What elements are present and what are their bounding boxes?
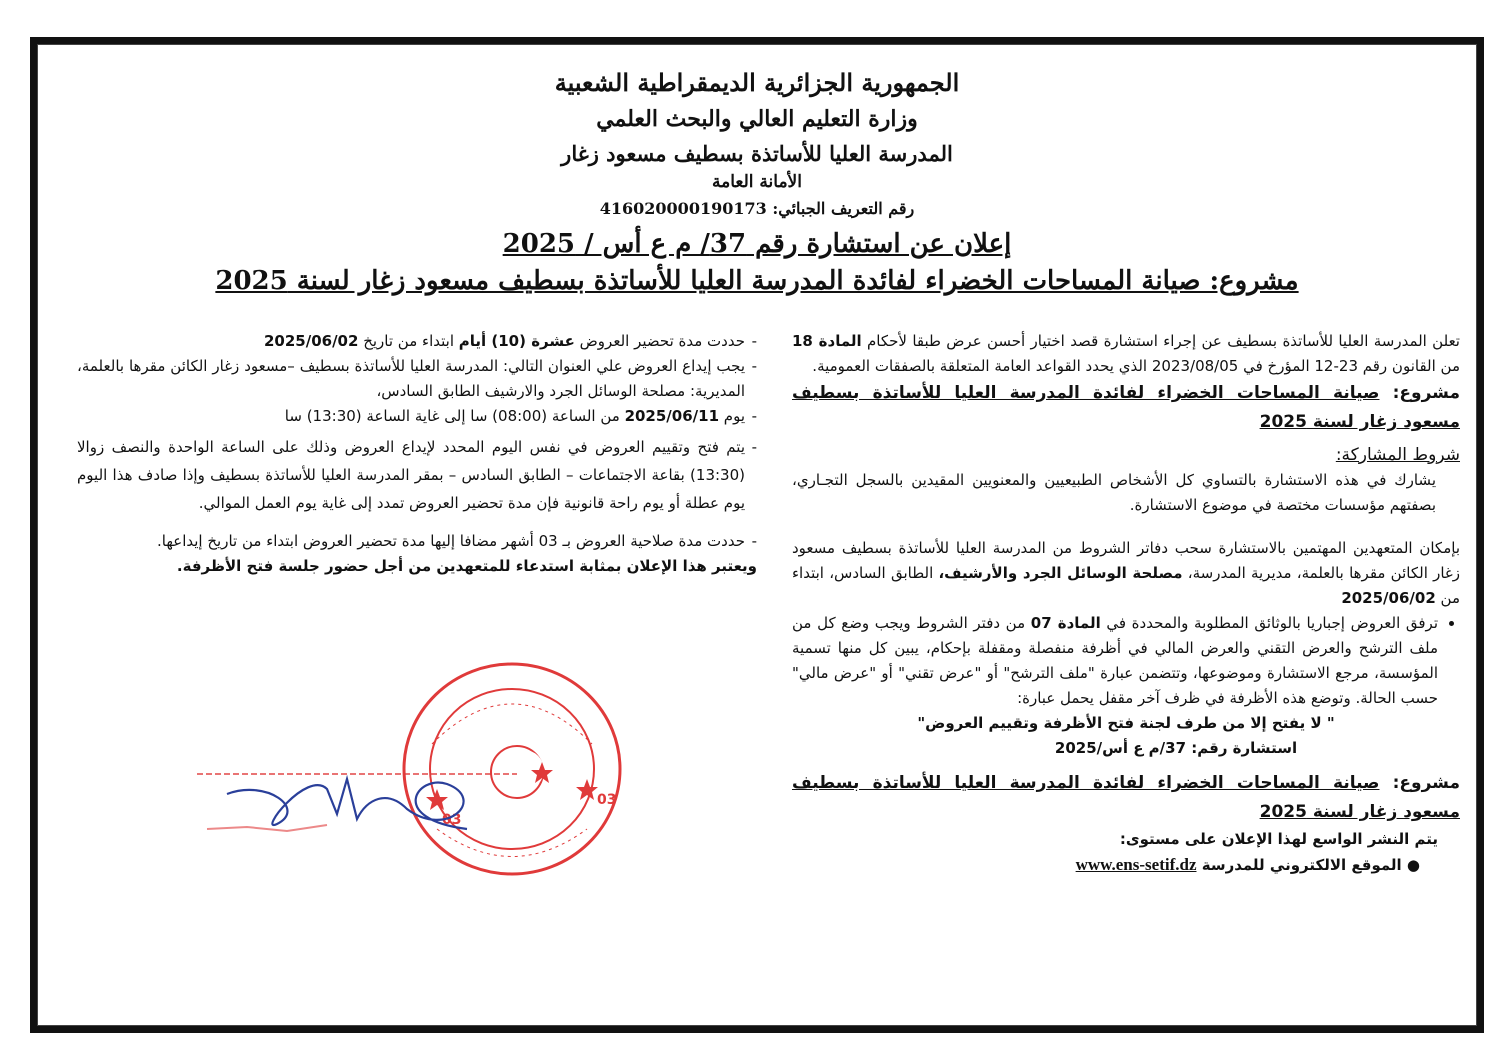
intro-paragraph [792, 329, 1460, 379]
publish-item: ● الموقع الالكتروني للمدرسة www.ens-setif.dz [1075, 855, 1420, 874]
withdraw-date: 2025/06/02 [1341, 589, 1436, 607]
summons-note: ويعتبر هذا الإعلان بمثابة استدعاء للمتعهدين من أجل حضور جلسة فتح الأظرفة. [176, 557, 757, 575]
deposit-day-text: يوم [719, 407, 745, 425]
requirement-article: المادة 07 [1030, 614, 1101, 632]
website-link[interactable]: www.ens-setif.dz [1075, 855, 1197, 874]
prep-date: 2025/06/02 [263, 332, 359, 350]
conditions-title-text: شروط المشاركة: [1335, 445, 1460, 465]
withdraw-paragraph [792, 536, 1460, 611]
requirement-text-2: من دفتر الشروط ويجب وضع كل من ملف الترشح والعرض التقني والعرض المالي في أظرفة منفصلة ومقفلة بإحكام، يبين كل منها تسمية المؤسسة، مرجع الاستشارة وموضوعها، وتتضمن عبارة "ملف الترشح" أو "عرض تقني" أو "عرض مالي" حسب الحالة. وتوضع هذه الأظرفة في ظرف آخر مقفل يحمل عبارة: [792, 614, 1438, 707]
requirements-list [792, 611, 1460, 711]
republic-heading: الجمهورية الجزائرية الديمقراطية الشعبية [554, 68, 960, 97]
prep-text: حددت مدة تحضير العروض [574, 332, 745, 350]
withdraw-text-2: الطابق السادس، ابتداء من [792, 564, 1460, 607]
conditions-text: يشارك في هذه الاستشارة بالتساوي كل الأشخاص الطبيعيين والمعنويين المقيدين بالسجل التجـاري، بصفتهم مؤسسات مختصة في موضوع الاستشارة. [792, 471, 1436, 514]
deposit-address: - يجب إيداع العروض علي العنوان التالي: المدرسة العليا للأساتذة بسطيف –مسعود زغار الكائن مقرها بالعلمة، المديرية: مصلحة الوسائل الجرد والارشيف الطابق السادس، [77, 354, 757, 404]
intro-text: تعلن المدرسة العليا للأساتذة بسطيف عن إجراء استشارة قصد اختيار أحسن عرض طبقا لأحكام [861, 332, 1460, 350]
project-label-2: مشروع: [1379, 773, 1461, 793]
validity-period: - حددت مدة صلاحية العروض بـ 03 أشهر مضافا إليها مدة تحضير العروض ابتداء من تاريخ إيداعها. [77, 529, 757, 554]
project-line-2 [792, 769, 1460, 827]
signature [187, 739, 537, 859]
right-column [792, 329, 1460, 878]
intro-text-end: من القانون رقم 23-12 المؤرخ في 2023/08/05 الذي يحدد القواعد العامة المتعلقة بالصفقات العمومية. [812, 357, 1460, 375]
publish-item-text: الموقع الالكتروني للمدرسة [1196, 856, 1402, 874]
intro-article: المادة 18 [792, 332, 862, 350]
envelope-note: " لا يفتح إلا من طرف لجنة فتح الأظرفة وتقييم العروض" [917, 714, 1335, 732]
conditions-title [792, 443, 1460, 468]
tax-id: رقم التعريف الجبائي: 416020000190173 [599, 199, 915, 218]
opening-session: - يتم فتح وتقييم العروض في نفس اليوم المحدد لإيداع العروض وذلك على الساعة الواحدة والنصف زوالا (13:30) بقاعة الاجتماعات – الطابق السادس – بمقر المدرسة العليا للأساتذة بسطيف وإذا صادف هذا اليوم يوم عطلة أو يوم راحة قانونية فإن مدة تحضير العروض تمدد إلى غاية يوم العمل الموالي. [77, 433, 757, 517]
requirement-text: ترفق العروض إجباريا بالوثائق المطلوبة والمحددة في [1100, 614, 1438, 632]
project-label: مشروع: [1379, 383, 1461, 403]
requirement-item [792, 611, 1438, 711]
svg-text:03: 03 [597, 792, 617, 808]
publish-title: يتم النشر الواسع لهذا الإعلان على مستوى: [1119, 830, 1438, 848]
page-frame [30, 37, 1484, 1033]
deposit-day [77, 404, 757, 429]
withdraw-service: مصلحة الوسائل الجرد والأرشيف، [938, 564, 1183, 582]
deposit-hours: من الساعة (08:00) سا إلى غاية الساعة (13:30) سا [284, 407, 625, 425]
deposit-date: 2025/06/11 [624, 407, 720, 425]
prep-duration [77, 329, 757, 354]
project-text-2: صيانة المساحات الخضراء لفائدة المدرسة العليا للأساتذة بسطيف مسعود زغار لسنة 2025 [792, 773, 1460, 822]
consult-reference: استشارة رقم: 37/م ع أس/2025 [1054, 739, 1298, 757]
ministry-heading: وزارة التعليم العالي والبحث العلمي [596, 106, 918, 132]
project-title: مشروع: صيانة المساحات الخضراء لفائدة المدرسة العليا للأساتذة بسطيف مسعود زغار لسنة 2025 [215, 266, 1299, 296]
project-text: صيانة المساحات الخضراء لفائدة المدرسة العليا للأساتذة بسطيف مسعود زغار لسنة 2025 [792, 383, 1460, 432]
left-column [77, 329, 757, 579]
announcement-title: إعلان عن استشارة رقم 37/ م ع أس / 2025 [502, 229, 1012, 259]
prep-days: عشرة (10) أيام [458, 332, 575, 350]
school-heading: المدرسة العليا للأساتذة بسطيف مسعود زغار [561, 141, 953, 166]
secretariat-heading: الأمانة العامة [712, 172, 802, 192]
svg-text:03: 03 [442, 812, 462, 828]
prep-text-2: ابتداء من تاريخ [358, 332, 459, 350]
project-line [792, 379, 1460, 437]
withdraw-text: بإمكان المتعهدين المهتمين بالاستشارة سحب دفاتر الشروط من المدرسة العليا للأساتذة بسطيف مسعود زغار الكائن مقرها بالعلمة، مديرية المدرسة، [792, 539, 1460, 582]
